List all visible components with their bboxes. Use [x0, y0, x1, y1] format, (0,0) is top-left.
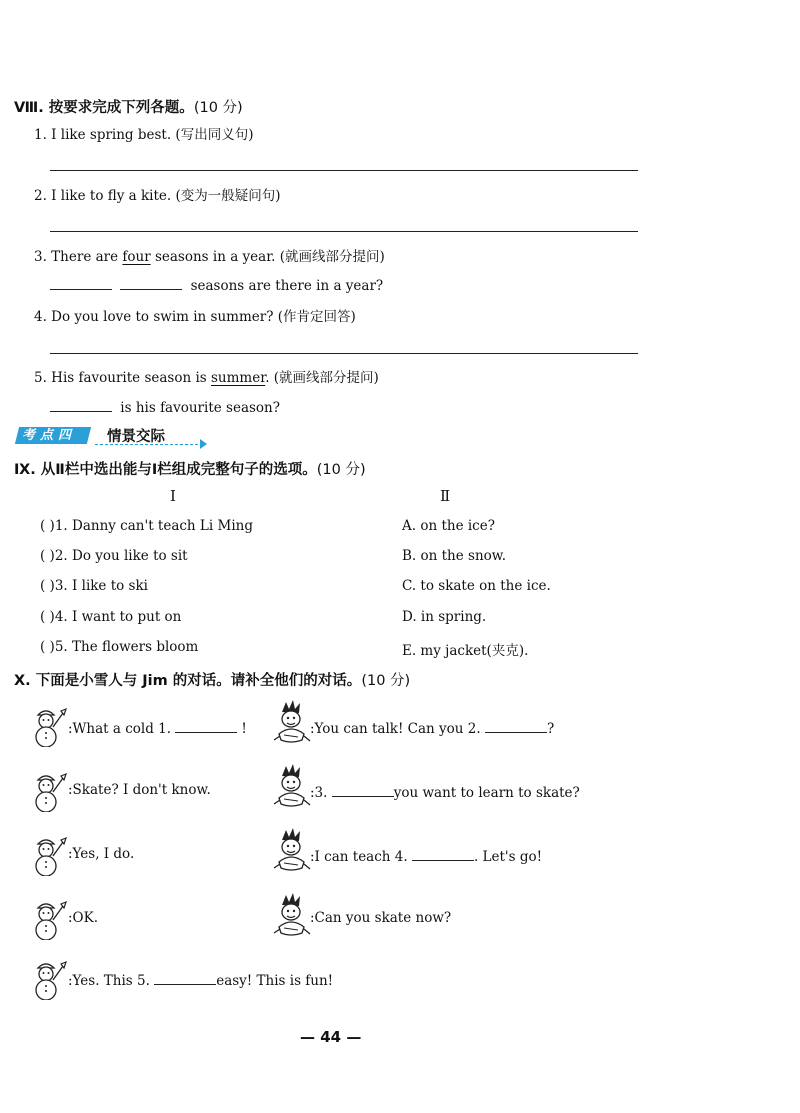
section-9-heading: [14, 458, 366, 479]
snowman-line-5-text: :Yes. This 5.: [68, 973, 155, 989]
snowman-icon: [32, 958, 70, 1000]
match-right-e: E. my jacket(夹克).: [402, 643, 529, 659]
question-1: 1. I like spring best. (写出同义句): [34, 127, 254, 143]
blank-3a[interactable]: [50, 275, 112, 290]
match-right-a: A. on the ice?: [402, 518, 495, 534]
snowman-icon: [32, 898, 70, 940]
question-3-text-a: 3. There are: [34, 249, 123, 265]
banner-underline: [95, 444, 203, 445]
jim-line-2: [310, 782, 580, 801]
snowman-line-3: :Yes, I do.: [68, 846, 135, 862]
jim-line-3-text: :I can teach 4.: [310, 849, 412, 865]
column-1-header: Ⅰ: [170, 487, 176, 505]
match-left-1[interactable]: ( )1. Danny can't teach Li Ming: [40, 518, 253, 534]
dialogue-blank-2[interactable]: [485, 718, 547, 733]
question-3-answer-text: seasons are there in a year?: [190, 278, 384, 294]
dialogue-blank-4[interactable]: [412, 846, 474, 861]
jim-line-3-end: . Let's go!: [473, 849, 543, 865]
jim-line-4: :Can you skate now?: [310, 910, 452, 926]
question-3-underlined: four: [122, 249, 151, 265]
jim-line-3: [310, 846, 542, 865]
jim-line-1-text: :You can talk! Can you 2.: [310, 721, 485, 737]
answer-line-4[interactable]: [50, 353, 638, 354]
question-3: [34, 245, 385, 265]
section-10-heading: [14, 669, 410, 690]
section-9-title: Ⅸ. 从Ⅱ栏中选出能与Ⅰ栏组成完整句子的选项。: [14, 462, 317, 478]
snowman-line-5-end: easy! This is fun!: [216, 973, 334, 989]
match-left-2[interactable]: ( )2. Do you like to sit: [40, 548, 188, 564]
question-5-underlined: summer: [211, 370, 266, 386]
question-5-text-b: . (就画线部分提问): [265, 370, 379, 386]
jim-line-1: [310, 718, 554, 737]
banner-title: 情景交际: [107, 429, 165, 445]
snowman-line-5: [68, 970, 333, 989]
snowman-line-1-text: :What a cold 1.: [68, 721, 176, 737]
question-3-answer: [50, 275, 383, 294]
question-5-answer-text: is his favourite season?: [120, 400, 280, 416]
page-number: — 44 —: [300, 1028, 362, 1046]
section-8-heading: [14, 96, 243, 117]
section-8-title: Ⅷ. 按要求完成下列各题。: [14, 100, 194, 116]
question-5: [34, 366, 379, 386]
dialogue-blank-1[interactable]: [175, 718, 237, 733]
jim-line-2-text: :3.: [310, 785, 332, 801]
match-right-c: C. to skate on the ice.: [402, 578, 551, 594]
jim-line-1-end: ?: [546, 721, 555, 737]
blank-5[interactable]: [50, 397, 112, 412]
question-5-text-a: 5. His favourite season is: [34, 370, 211, 386]
snowman-line-2: :Skate? I don't know.: [68, 782, 211, 798]
blank-3b[interactable]: [120, 275, 182, 290]
answer-line-2[interactable]: [50, 231, 638, 232]
match-left-3[interactable]: ( )3. I like to ski: [40, 578, 148, 594]
banner-arrow-icon: [200, 439, 207, 449]
match-left-5[interactable]: ( )5. The flowers bloom: [40, 639, 199, 655]
question-5-answer: [50, 397, 280, 416]
jim-icon: [270, 893, 314, 941]
dialogue-blank-5[interactable]: [154, 970, 216, 985]
section-10-title: Ⅹ. 下面是小雪人与 Jim 的对话。请补全他们的对话。: [14, 673, 362, 689]
question-3-text-b: seasons in a year. (就画线部分提问): [150, 249, 385, 265]
snowman-line-1: [68, 718, 247, 737]
snowman-icon: [32, 770, 70, 812]
snowman-icon: [32, 834, 70, 876]
match-right-b: B. on the snow.: [402, 548, 507, 564]
section-9-points: (10 分): [316, 462, 366, 478]
snowman-line-1-end: !: [241, 721, 247, 737]
section-10-points: (10 分): [361, 673, 411, 689]
banner-tag: 考点四: [22, 428, 77, 443]
match-left-4[interactable]: ( )4. I want to put on: [40, 609, 182, 625]
jim-icon: [270, 764, 314, 812]
answer-line-1[interactable]: [50, 170, 638, 171]
question-2: 2. I like to fly a kite. (变为一般疑问句): [34, 188, 281, 204]
jim-icon: [270, 700, 314, 748]
jim-line-2-end: you want to learn to skate?: [393, 785, 580, 801]
column-2-header: Ⅱ: [440, 487, 451, 505]
jim-icon: [270, 828, 314, 876]
snowman-line-4: :OK.: [68, 910, 98, 926]
dialogue-blank-3[interactable]: [332, 782, 394, 797]
section-8-points: (10 分): [193, 100, 243, 116]
match-right-d: D. in spring.: [402, 609, 487, 625]
question-4: 4. Do you love to swim in summer? (作肯定回答): [34, 309, 356, 325]
snowman-icon: [32, 705, 70, 747]
